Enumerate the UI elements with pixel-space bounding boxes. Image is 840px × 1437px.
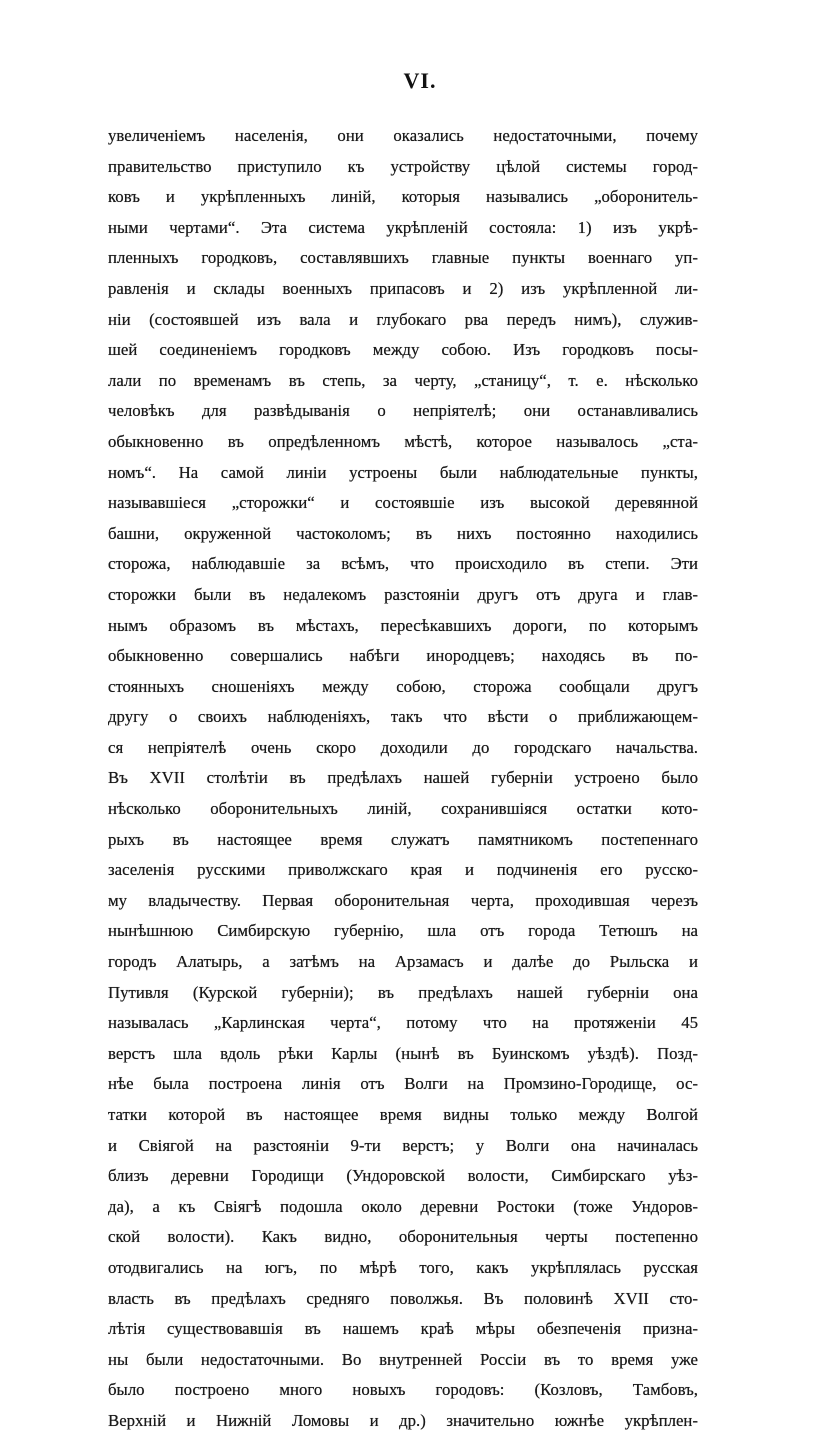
text-line: и Свіягой на разстояніи 9-ти верстъ; у Волги она начиналась	[108, 1135, 698, 1155]
text-line: сторожки были въ недалекомъ разстояніи другъ отъ друга и глав-	[108, 584, 698, 604]
text-line: верстъ шла вдоль рѣки Карлы (нынѣ въ Буинскомъ уѣздѣ). Позд-	[108, 1043, 698, 1063]
text-line: увеличеніемъ населенія, они оказались недостаточными, почему	[108, 126, 698, 145]
text-line: заселенія русскими приволжскаго края и подчиненія его русско-	[108, 860, 698, 880]
text-line: ковъ и укрѣпленныхъ линій, которыя назывались „оборонитель-	[108, 187, 698, 207]
text-line: башни, окруженной частоколомъ; въ нихъ постоянно находились	[108, 523, 698, 543]
text-line: сторожа, наблюдавшіе за всѣмъ, что происходило въ степи. Эти	[108, 554, 698, 574]
text-line: ны были недостаточными. Во внутренней Россіи въ то время уже	[108, 1349, 698, 1369]
text-line: пленныхъ городковъ, составлявшихъ главные пункты военнаго уп-	[108, 248, 698, 268]
text-line: человѣкъ для развѣдыванія о непріятелѣ; они останавливались	[108, 401, 698, 421]
text-line: татки которой въ настоящее время видны только между Волгой	[108, 1105, 698, 1124]
text-line: стоянныхъ сношеніяхъ между собою, сторожа сообщали другъ	[108, 676, 698, 696]
text-line: Путивля (Курской губерніи); въ предѣлахъ нашей губерніи она	[108, 982, 698, 1002]
text-line: му владычеству. Первая оборонительная черта, проходившая черезъ	[108, 890, 698, 910]
page-number: VI.	[403, 68, 437, 93]
text-line: ніи (состоявшей изъ вала и глубокаго рва передъ нимъ), служив-	[108, 309, 698, 329]
text-line: ской волости). Какъ видно, оборонительныя черты постепенно	[108, 1227, 698, 1247]
text-line: другу о своихъ наблюденіяхъ, такъ что вѣсти о приближающем-	[108, 707, 698, 727]
text-line: ными чертами“. Эта система укрѣпленій состояла: 1) изъ укрѣ-	[108, 217, 698, 237]
text-line: лали по временамъ въ степь, за черту, „станицу“, т. е. нѣсколько	[108, 370, 698, 390]
text-line: Верхній и Нижній Ломовы и др.) значительно южнѣе укрѣплен-	[108, 1410, 698, 1430]
text-line: отодвигались на югъ, по мѣрѣ того, какъ укрѣплялась русская	[108, 1257, 698, 1277]
text-line: нымъ образомъ въ мѣстахъ, пересѣкавшихъ дороги, по которымъ	[108, 615, 698, 635]
text-line: власть въ предѣлахъ средняго поволжья. Въ половинѣ XVII сто-	[108, 1288, 698, 1308]
text-line: лѣтія существовавшія въ нашемъ краѣ мѣры обезпеченія призна-	[108, 1319, 698, 1339]
text-line: обыкновенно въ опредѣленномъ мѣстѣ, которое называлось „ста-	[108, 431, 698, 451]
text-line: рыхъ въ настоящее время служатъ памятникомъ постепеннаго	[108, 829, 698, 849]
text-line: называлась „Карлинская черта“, потому что на протяженіи 45	[108, 1013, 698, 1033]
text-line: обыкновенно совершались набѣги инородцевъ; находясь въ по-	[108, 646, 698, 666]
text-line: Въ XVII столѣтіи въ предѣлахъ нашей губерніи устроено было	[108, 768, 698, 788]
text-line: близъ деревни Городищи (Ундоровской волости, Симбирскаго уѣз-	[108, 1166, 698, 1186]
text-line: ся непріятелѣ очень скоро доходили до городскаго начальства.	[108, 737, 698, 757]
text-line: называвшіеся „сторожки“ и состоявшіе изъ высокой деревянной	[108, 493, 698, 513]
text-line: равленія и склады военныхъ припасовъ и 2) изъ укрѣпленной ли-	[108, 278, 698, 298]
text-line: да), а къ Свіягѣ подошла около деревни Ростоки (тоже Ундоров-	[108, 1196, 698, 1216]
text-line: городъ Алатырь, а затѣмъ на Арзамасъ и далѣе до Рыльска и	[108, 952, 698, 972]
text-line: нѣе была построена линія отъ Волги на Промзино-Городище, ос-	[108, 1074, 698, 1094]
text-line: шей соединеніемъ городковъ между собою. Изъ городковъ посы-	[108, 340, 698, 360]
text-line: номъ“. На самой линіи устроены были наблюдательные пункты,	[108, 462, 698, 482]
text-line: правительство приступило къ устройству цѣлой системы город-	[108, 156, 698, 176]
text-line: нѣсколько оборонительныхъ линій, сохранившіяся остатки кото-	[108, 799, 698, 819]
text-line: нынѣшнюю Симбирскую губернію, шла отъ города Тетюшъ на	[108, 921, 698, 941]
body-text	[108, 121, 698, 1437]
text-line: было построено много новыхъ городовъ: (Козловъ, Тамбовъ,	[108, 1380, 698, 1400]
